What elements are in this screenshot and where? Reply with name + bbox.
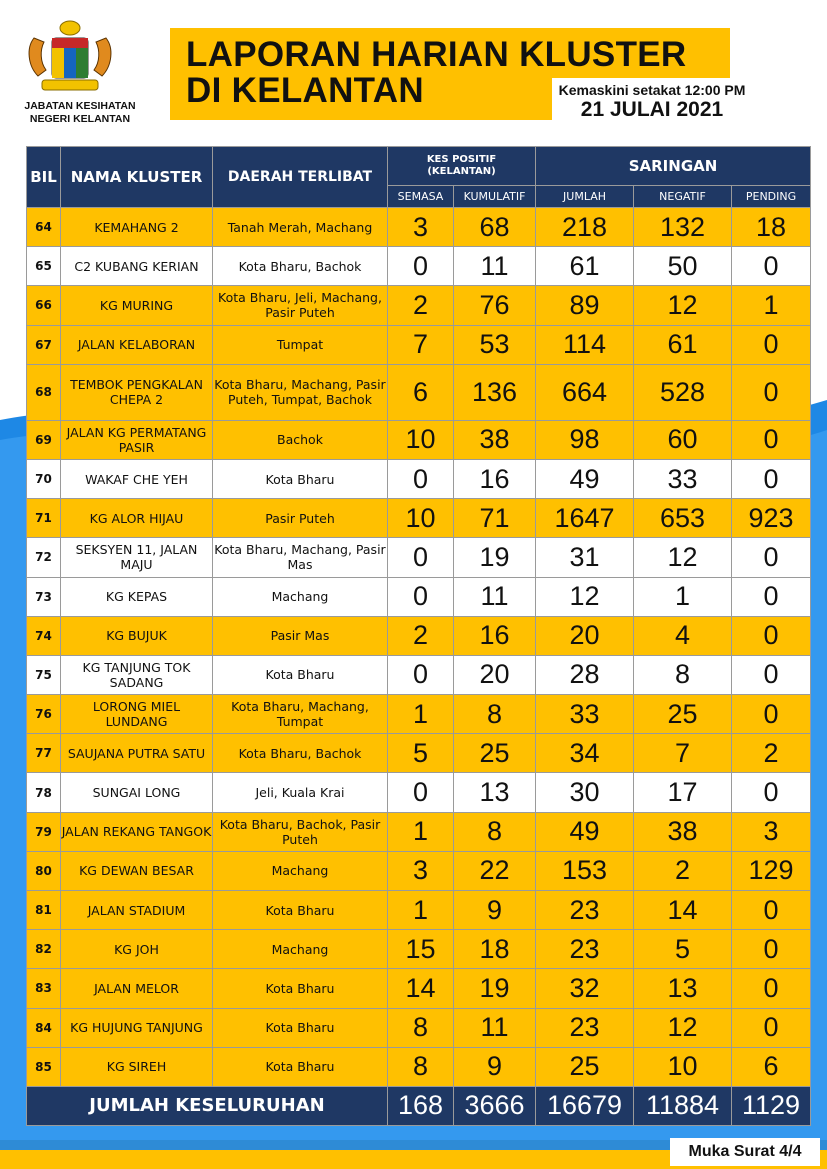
cell-bil: 85	[27, 1047, 61, 1086]
cell-negatif: 60	[634, 420, 732, 459]
table-row	[27, 616, 811, 655]
cell-nama-kluster: LORONG MIEL LUNDANG	[61, 695, 213, 734]
total-semasa: 168	[388, 1086, 454, 1125]
table-row	[27, 969, 811, 1008]
cell-kumulatif: 11	[454, 247, 536, 286]
table-row	[27, 538, 811, 577]
cell-negatif: 61	[634, 325, 732, 364]
cell-semasa: 3	[388, 851, 454, 890]
cell-daerah: Kota Bharu	[213, 969, 388, 1008]
cell-daerah: Kota Bharu, Bachok	[213, 247, 388, 286]
cell-negatif: 8	[634, 655, 732, 694]
cell-jumlah: 61	[536, 247, 634, 286]
cell-bil: 82	[27, 930, 61, 969]
cell-nama-kluster: JALAN STADIUM	[61, 891, 213, 930]
cell-semasa: 10	[388, 499, 454, 538]
cell-negatif: 12	[634, 286, 732, 325]
cell-bil: 69	[27, 420, 61, 459]
cell-daerah: Machang	[213, 851, 388, 890]
cell-daerah: Kota Bharu	[213, 891, 388, 930]
cell-jumlah: 153	[536, 851, 634, 890]
cell-nama-kluster: KG HUJUNG TANJUNG	[61, 1008, 213, 1047]
cell-jumlah: 32	[536, 969, 634, 1008]
update-label: Kemaskini setakat 12:00 PM	[558, 82, 746, 98]
cell-jumlah: 98	[536, 420, 634, 459]
cell-nama-kluster: JALAN MELOR	[61, 969, 213, 1008]
agency-line-2: NEGERI KELANTAN	[29, 113, 131, 125]
cell-kumulatif: 136	[454, 364, 536, 420]
cell-pending: 6	[732, 1047, 811, 1086]
cell-negatif: 2	[634, 851, 732, 890]
cell-pending: 0	[732, 655, 811, 694]
cell-daerah: Kota Bharu, Machang, Pasir Puteh, Tumpat, Bachok	[213, 364, 388, 420]
cell-nama-kluster: KEMAHANG 2	[61, 208, 213, 247]
header-semasa: SEMASA	[388, 186, 454, 208]
cell-kumulatif: 20	[454, 655, 536, 694]
cell-jumlah: 25	[536, 1047, 634, 1086]
cell-pending: 129	[732, 851, 811, 890]
cell-jumlah: 28	[536, 655, 634, 694]
cell-nama-kluster: KG DEWAN BESAR	[61, 851, 213, 890]
cluster-rows	[27, 208, 811, 1087]
cell-nama-kluster: JALAN KG PERMATANG PASIR	[61, 420, 213, 459]
cell-pending: 1	[732, 286, 811, 325]
cell-nama-kluster: KG TANJUNG TOK SADANG	[61, 655, 213, 694]
cell-semasa: 5	[388, 734, 454, 773]
cell-semasa: 1	[388, 695, 454, 734]
cell-pending: 0	[732, 930, 811, 969]
cell-negatif: 4	[634, 616, 732, 655]
table-row	[27, 420, 811, 459]
agency-name	[10, 100, 150, 126]
cell-bil: 65	[27, 247, 61, 286]
cell-pending: 2	[732, 734, 811, 773]
cell-negatif: 132	[634, 208, 732, 247]
cell-jumlah: 114	[536, 325, 634, 364]
cell-daerah: Kota Bharu, Jeli, Machang, Pasir Puteh	[213, 286, 388, 325]
cell-negatif: 1	[634, 577, 732, 616]
cell-nama-kluster: KG JOH	[61, 930, 213, 969]
cell-semasa: 1	[388, 891, 454, 930]
cell-nama-kluster: KG MURING	[61, 286, 213, 325]
cell-jumlah: 89	[536, 286, 634, 325]
total-negatif: 11884	[634, 1086, 732, 1125]
table-row	[27, 851, 811, 890]
header-daerah-terlibat: DAERAH TERLIBAT	[213, 147, 388, 208]
cell-nama-kluster: JALAN KELABORAN	[61, 325, 213, 364]
cell-jumlah: 33	[536, 695, 634, 734]
cell-kumulatif: 18	[454, 930, 536, 969]
agency-line-1: JABATAN KESIHATAN	[24, 100, 136, 112]
cell-negatif: 12	[634, 1008, 732, 1047]
table-row	[27, 1047, 811, 1086]
cell-jumlah: 31	[536, 538, 634, 577]
cell-negatif: 14	[634, 891, 732, 930]
report-title-line-1: LAPORAN HARIAN KLUSTER	[186, 35, 687, 74]
cell-nama-kluster: WAKAF CHE YEH	[61, 459, 213, 498]
cell-pending: 0	[732, 247, 811, 286]
cell-pending: 0	[732, 773, 811, 812]
table-row	[27, 286, 811, 325]
cell-kumulatif: 8	[454, 695, 536, 734]
table-row	[27, 247, 811, 286]
cell-negatif: 50	[634, 247, 732, 286]
table-row	[27, 655, 811, 694]
cell-nama-kluster: KG BUJUK	[61, 616, 213, 655]
table-row	[27, 1008, 811, 1047]
cell-pending: 0	[732, 577, 811, 616]
totals-row	[27, 1086, 811, 1125]
cell-kumulatif: 76	[454, 286, 536, 325]
cell-kumulatif: 16	[454, 616, 536, 655]
cell-bil: 76	[27, 695, 61, 734]
cell-semasa: 2	[388, 286, 454, 325]
cell-semasa: 2	[388, 616, 454, 655]
report-title-line-2: DI KELANTAN	[186, 71, 424, 110]
header-bil: BIL	[27, 147, 61, 208]
cell-negatif: 13	[634, 969, 732, 1008]
cell-kumulatif: 38	[454, 420, 536, 459]
table-row	[27, 499, 811, 538]
cell-bil: 68	[27, 364, 61, 420]
cell-jumlah: 20	[536, 616, 634, 655]
cell-daerah: Kota Bharu, Bachok	[213, 734, 388, 773]
cell-pending: 0	[732, 891, 811, 930]
cell-bil: 64	[27, 208, 61, 247]
cell-semasa: 0	[388, 655, 454, 694]
cell-pending: 0	[732, 325, 811, 364]
cell-pending: 0	[732, 459, 811, 498]
cell-nama-kluster: KG KEPAS	[61, 577, 213, 616]
cell-semasa: 6	[388, 364, 454, 420]
cell-nama-kluster: SUNGAI LONG	[61, 773, 213, 812]
cell-semasa: 1	[388, 812, 454, 851]
cell-kumulatif: 11	[454, 577, 536, 616]
cell-semasa: 14	[388, 969, 454, 1008]
cell-jumlah: 30	[536, 773, 634, 812]
header-kes-positif-line-1: KES POSITIF	[426, 154, 497, 165]
cell-kumulatif: 8	[454, 812, 536, 851]
table-row	[27, 577, 811, 616]
header-saringan: SARINGAN	[536, 147, 811, 186]
cell-kumulatif: 19	[454, 969, 536, 1008]
cell-negatif: 38	[634, 812, 732, 851]
header-pending: PENDING	[732, 186, 811, 208]
cell-jumlah: 1647	[536, 499, 634, 538]
cell-jumlah: 12	[536, 577, 634, 616]
cell-negatif: 5	[634, 930, 732, 969]
cell-daerah: Kota Bharu	[213, 459, 388, 498]
cell-pending: 923	[732, 499, 811, 538]
cell-kumulatif: 25	[454, 734, 536, 773]
cell-semasa: 0	[388, 577, 454, 616]
cell-nama-kluster: JALAN REKANG TANGOK	[61, 812, 213, 851]
cell-bil: 73	[27, 577, 61, 616]
cell-semasa: 8	[388, 1047, 454, 1086]
update-date: 21 JULAI 2021	[580, 98, 724, 121]
update-info	[552, 78, 752, 124]
cell-nama-kluster: KG ALOR HIJAU	[61, 499, 213, 538]
cell-bil: 80	[27, 851, 61, 890]
cell-daerah: Tumpat	[213, 325, 388, 364]
cell-bil: 79	[27, 812, 61, 851]
cell-bil: 66	[27, 286, 61, 325]
cell-jumlah: 23	[536, 891, 634, 930]
cell-jumlah: 664	[536, 364, 634, 420]
cell-kumulatif: 13	[454, 773, 536, 812]
cell-pending: 0	[732, 1008, 811, 1047]
cell-daerah: Pasir Puteh	[213, 499, 388, 538]
cell-bil: 75	[27, 655, 61, 694]
cell-semasa: 7	[388, 325, 454, 364]
cell-kumulatif: 9	[454, 1047, 536, 1086]
cell-semasa: 8	[388, 1008, 454, 1047]
cell-jumlah: 34	[536, 734, 634, 773]
cell-negatif: 17	[634, 773, 732, 812]
cell-kumulatif: 22	[454, 851, 536, 890]
table-row	[27, 812, 811, 851]
cell-jumlah: 23	[536, 930, 634, 969]
cell-jumlah: 49	[536, 812, 634, 851]
cell-negatif: 33	[634, 459, 732, 498]
cell-negatif: 12	[634, 538, 732, 577]
cell-daerah: Bachok	[213, 420, 388, 459]
cell-pending: 0	[732, 695, 811, 734]
cell-daerah: Kota Bharu, Bachok, Pasir Puteh	[213, 812, 388, 851]
cell-kumulatif: 19	[454, 538, 536, 577]
header-jumlah: JUMLAH	[536, 186, 634, 208]
cell-jumlah: 218	[536, 208, 634, 247]
cluster-table	[26, 146, 811, 1126]
cell-bil: 74	[27, 616, 61, 655]
cell-daerah: Kota Bharu, Machang, Tumpat	[213, 695, 388, 734]
cell-nama-kluster: KG SIREH	[61, 1047, 213, 1086]
table-row	[27, 734, 811, 773]
cell-pending: 0	[732, 538, 811, 577]
coat-of-arms-logo	[20, 18, 120, 96]
cell-daerah: Kota Bharu	[213, 655, 388, 694]
cell-negatif: 10	[634, 1047, 732, 1086]
table-row	[27, 891, 811, 930]
total-kumulatif: 3666	[454, 1086, 536, 1125]
cell-daerah: Machang	[213, 930, 388, 969]
table-row	[27, 695, 811, 734]
cell-semasa: 0	[388, 538, 454, 577]
cell-jumlah: 23	[536, 1008, 634, 1047]
cell-daerah: Kota Bharu, Machang, Pasir Mas	[213, 538, 388, 577]
page-number: Muka Surat 4/4	[670, 1138, 820, 1166]
cell-bil: 83	[27, 969, 61, 1008]
table-row	[27, 364, 811, 420]
cell-kumulatif: 53	[454, 325, 536, 364]
cell-daerah: Kota Bharu	[213, 1047, 388, 1086]
cell-daerah: Pasir Mas	[213, 616, 388, 655]
cell-bil: 71	[27, 499, 61, 538]
cell-semasa: 15	[388, 930, 454, 969]
cell-bil: 72	[27, 538, 61, 577]
cell-negatif: 25	[634, 695, 732, 734]
cell-pending: 18	[732, 208, 811, 247]
table-row	[27, 459, 811, 498]
cell-kumulatif: 68	[454, 208, 536, 247]
cell-nama-kluster: C2 KUBANG KERIAN	[61, 247, 213, 286]
table-row	[27, 208, 811, 247]
header-kes-positif-line-2: (KELANTAN)	[427, 166, 496, 177]
cell-daerah: Tanah Merah, Machang	[213, 208, 388, 247]
cell-jumlah: 49	[536, 459, 634, 498]
cell-pending: 0	[732, 364, 811, 420]
cell-bil: 77	[27, 734, 61, 773]
total-pending: 1129	[732, 1086, 811, 1125]
header-negatif: NEGATIF	[634, 186, 732, 208]
cell-semasa: 0	[388, 459, 454, 498]
cell-bil: 81	[27, 891, 61, 930]
table-row	[27, 325, 811, 364]
cell-bil: 84	[27, 1008, 61, 1047]
cell-pending: 3	[732, 812, 811, 851]
header-kumulatif: KUMULATIF	[454, 186, 536, 208]
cell-negatif: 528	[634, 364, 732, 420]
cell-kumulatif: 16	[454, 459, 536, 498]
cell-nama-kluster: TEMBOK PENGKALAN CHEPA 2	[61, 364, 213, 420]
cell-bil: 70	[27, 459, 61, 498]
totals-label: JUMLAH KESELURUHAN	[27, 1086, 388, 1125]
cell-pending: 0	[732, 969, 811, 1008]
table-row	[27, 773, 811, 812]
cell-semasa: 3	[388, 208, 454, 247]
cell-nama-kluster: SEKSYEN 11, JALAN MAJU	[61, 538, 213, 577]
cell-semasa: 0	[388, 773, 454, 812]
total-jumlah: 16679	[536, 1086, 634, 1125]
cell-bil: 78	[27, 773, 61, 812]
cell-pending: 0	[732, 420, 811, 459]
header-kes-positif	[388, 147, 536, 186]
header-nama-kluster: NAMA KLUSTER	[61, 147, 213, 208]
cell-daerah: Kota Bharu	[213, 1008, 388, 1047]
cell-daerah: Machang	[213, 577, 388, 616]
cell-pending: 0	[732, 616, 811, 655]
cell-daerah: Jeli, Kuala Krai	[213, 773, 388, 812]
cell-semasa: 10	[388, 420, 454, 459]
cell-semasa: 0	[388, 247, 454, 286]
cell-kumulatif: 9	[454, 891, 536, 930]
table-row	[27, 930, 811, 969]
cell-negatif: 653	[634, 499, 732, 538]
cell-bil: 67	[27, 325, 61, 364]
cell-nama-kluster: SAUJANA PUTRA SATU	[61, 734, 213, 773]
cell-kumulatif: 71	[454, 499, 536, 538]
cell-kumulatif: 11	[454, 1008, 536, 1047]
cell-negatif: 7	[634, 734, 732, 773]
